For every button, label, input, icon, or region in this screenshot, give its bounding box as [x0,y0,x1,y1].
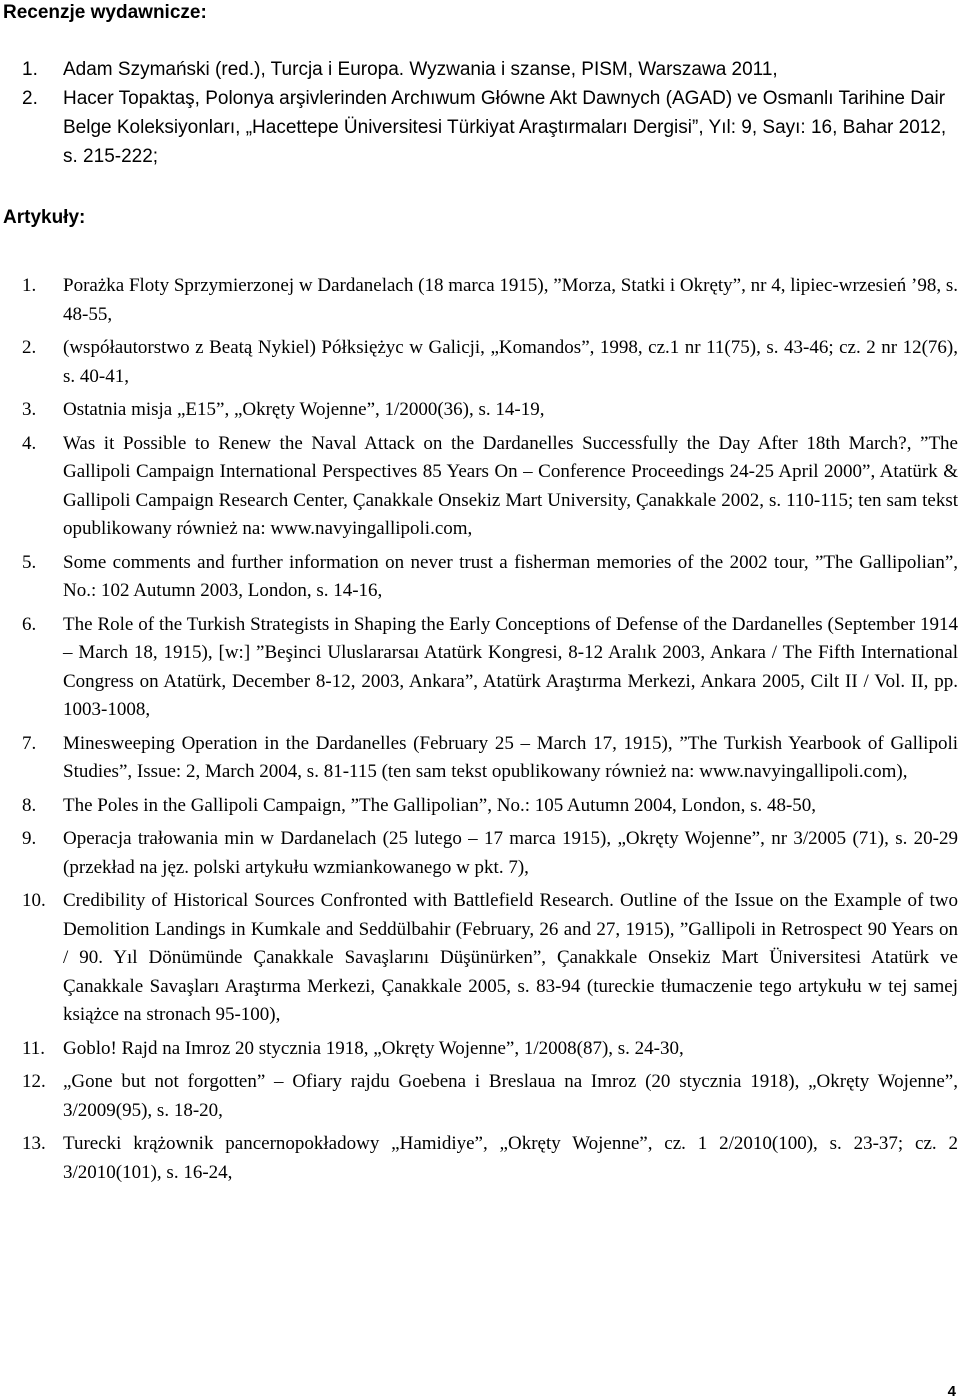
item-number: 7. [22,732,37,754]
list-item [0,825,960,882]
item-number: 8. [22,794,37,816]
list-item [0,55,960,84]
item-number: 6. [22,613,37,635]
item-number: 2. [22,337,37,358]
item-number: 4. [22,432,37,454]
item-text: Adam Szymański (red.), Turcja i Europa. Wyzwania i szanse, PISM, Warszawa 2011, [63,59,778,80]
list-item [0,549,960,606]
page-number: 4 [947,1383,956,1400]
item-number: 1. [22,275,37,296]
item-text: Turecki krążownik pancernopokładowy „Hamidiye”, „Okręty Wojenne”, cz. 1 2/2010(100), s. 23-37; cz. 2 3/2010(101), s. 16-24, [63,1133,958,1183]
item-number: 13. [22,1133,46,1154]
item-text: Was it Possible to Renew the Naval Attack on the Dardanelles Successfully the Day After 18th March?, ”The Gallipoli Campaign International Perspectives 85 Years On – Conference Proceedings 24-25 April 2000”, Atatürk & Gallipoli Campaign Research Center, Çanakkale Onsekiz Mart University, Çanakkale 2002, s. 110-115; ten sam tekst opublikowany również na: www.navyingallipoli.com, [63,432,958,539]
list-item [0,1035,960,1064]
item-text: Goblo! Rajd na Imroz 20 stycznia 1918, „Okręty Wojenne”, 1/2008(87), s. 24-30, [63,1037,684,1059]
item-number: 5. [22,551,37,573]
item-text: Credibility of Historical Sources Confronted with Battlefield Research. Outline of the Issue on the Example of two Demolition Landings in Kumkale and Seddülbahir (February, 26 and 27, 1915), ”Gallipoli in Retrospect 90 Years on / 90. Yıl Dönümünde Çanakkale Savaşlarını Düşünürken”, Çanakkale Onsekiz Mart Üniversitesi Atatürk ve Çanakkale Savaşları Araştırma Merkezi, Çanakkale 2005, s. 83-94 (tureckie tłumaczenie tego artykułu w tej samej książce na stronach 95-100), [63,890,958,1025]
list-item [0,272,960,329]
section-heading-articles: Artykuły: [3,207,86,228]
item-text: Operacja trałowania min w Dardanelach (25 lutego – 17 marca 1915), „Okręty Wojenne”, nr 3/2005 (71), s. 20-29 (przekład na jęz. polski artykułu wzmiankowanego w pkt. 7), [63,828,958,878]
item-text: The Role of the Turkish Strategists in Shaping the Early Conceptions of Defense of the Dardanelles (September 1914 – March 18, 1915), [w:] ”Beşinci Uluslararsaı Atatürk Kongresi, 8-12 Aralık 2003, Ankara / The Fifth International Congress on Atatürk, December 8-12, 2003, Ankara”, Atatürk Araştırma Merkezi, Ankara 2005, Cilt II / Vol. II, pp. 1003-1008, [63,613,958,720]
list-item [0,334,960,391]
list-item [0,1068,960,1125]
item-text: Some comments and further information on never trust a fisherman memories of the 2002 tour, ”The Gallipolian”, No.: 102 Autumn 2003, London, s. 14-16, [63,551,958,601]
list-item [0,396,960,425]
list-item [0,430,960,544]
section-heading-reviews: Recenzje wydawnicze: [3,2,207,23]
item-text: Porażka Floty Sprzymierzonej w Dardanelach (18 marca 1915), ”Morza, Statki i Okręty”, nr 4, lipiec-wrzesień ’98, s. 48-55, [63,275,958,325]
list-item [0,887,960,1030]
reviews-list [0,55,960,171]
item-text: Hacer Topaktaş, Polonya arşivlerinden Archıwum Główne Akt Dawnych (AGAD) ve Osmanlı Tarihine Dair Belge Koleksiyonları, „Hacettepe Üniversitesi Türkiyat Araştırmaları Dergisi”, Yıl: 9, Sayı: 16, Bahar 2012, s. 215-222; [63,88,947,167]
item-number: 9. [22,828,37,849]
item-text: „Gone but not forgotten” – Ofiary rajdu Goebena i Breslaua na Imroz (20 stycznia 1918), „Okręty Wojenne”, 3/2009(95), s. 18-20, [63,1071,958,1121]
list-item [0,1130,960,1187]
item-number: 1. [22,59,38,80]
item-number: 3. [22,399,37,420]
item-text: Ostatnia misja „E15”, „Okręty Wojenne”, 1/2000(36), s. 14-19, [63,399,545,420]
item-number: 11. [22,1037,46,1059]
list-item [0,730,960,787]
item-text: Minesweeping Operation in the Dardanelles (February 25 – March 17, 1915), ”The Turkish Yearbook of Gallipoli Studies”, Issue: 2, March 2004, s. 81-115 (ten sam tekst opublikowany również na: www.navyingallipoli.com), [63,732,958,782]
list-item [0,84,960,171]
item-number: 12. [22,1071,46,1092]
list-item [0,792,960,821]
item-text: (współautorstwo z Beatą Nykiel) Półksiężyc w Galicji, „Komandos”, 1998, cz.1 nr 11(75), s. 43-46; cz. 2 nr 12(76), s. 40-41, [63,337,958,387]
articles-list [0,272,960,1192]
item-number: 2. [22,88,38,109]
item-number: 10. [22,890,46,911]
list-item [0,611,960,725]
item-text: The Poles in the Gallipoli Campaign, ”The Gallipolian”, No.: 105 Autumn 2004, London, s. 48-50, [63,794,817,816]
